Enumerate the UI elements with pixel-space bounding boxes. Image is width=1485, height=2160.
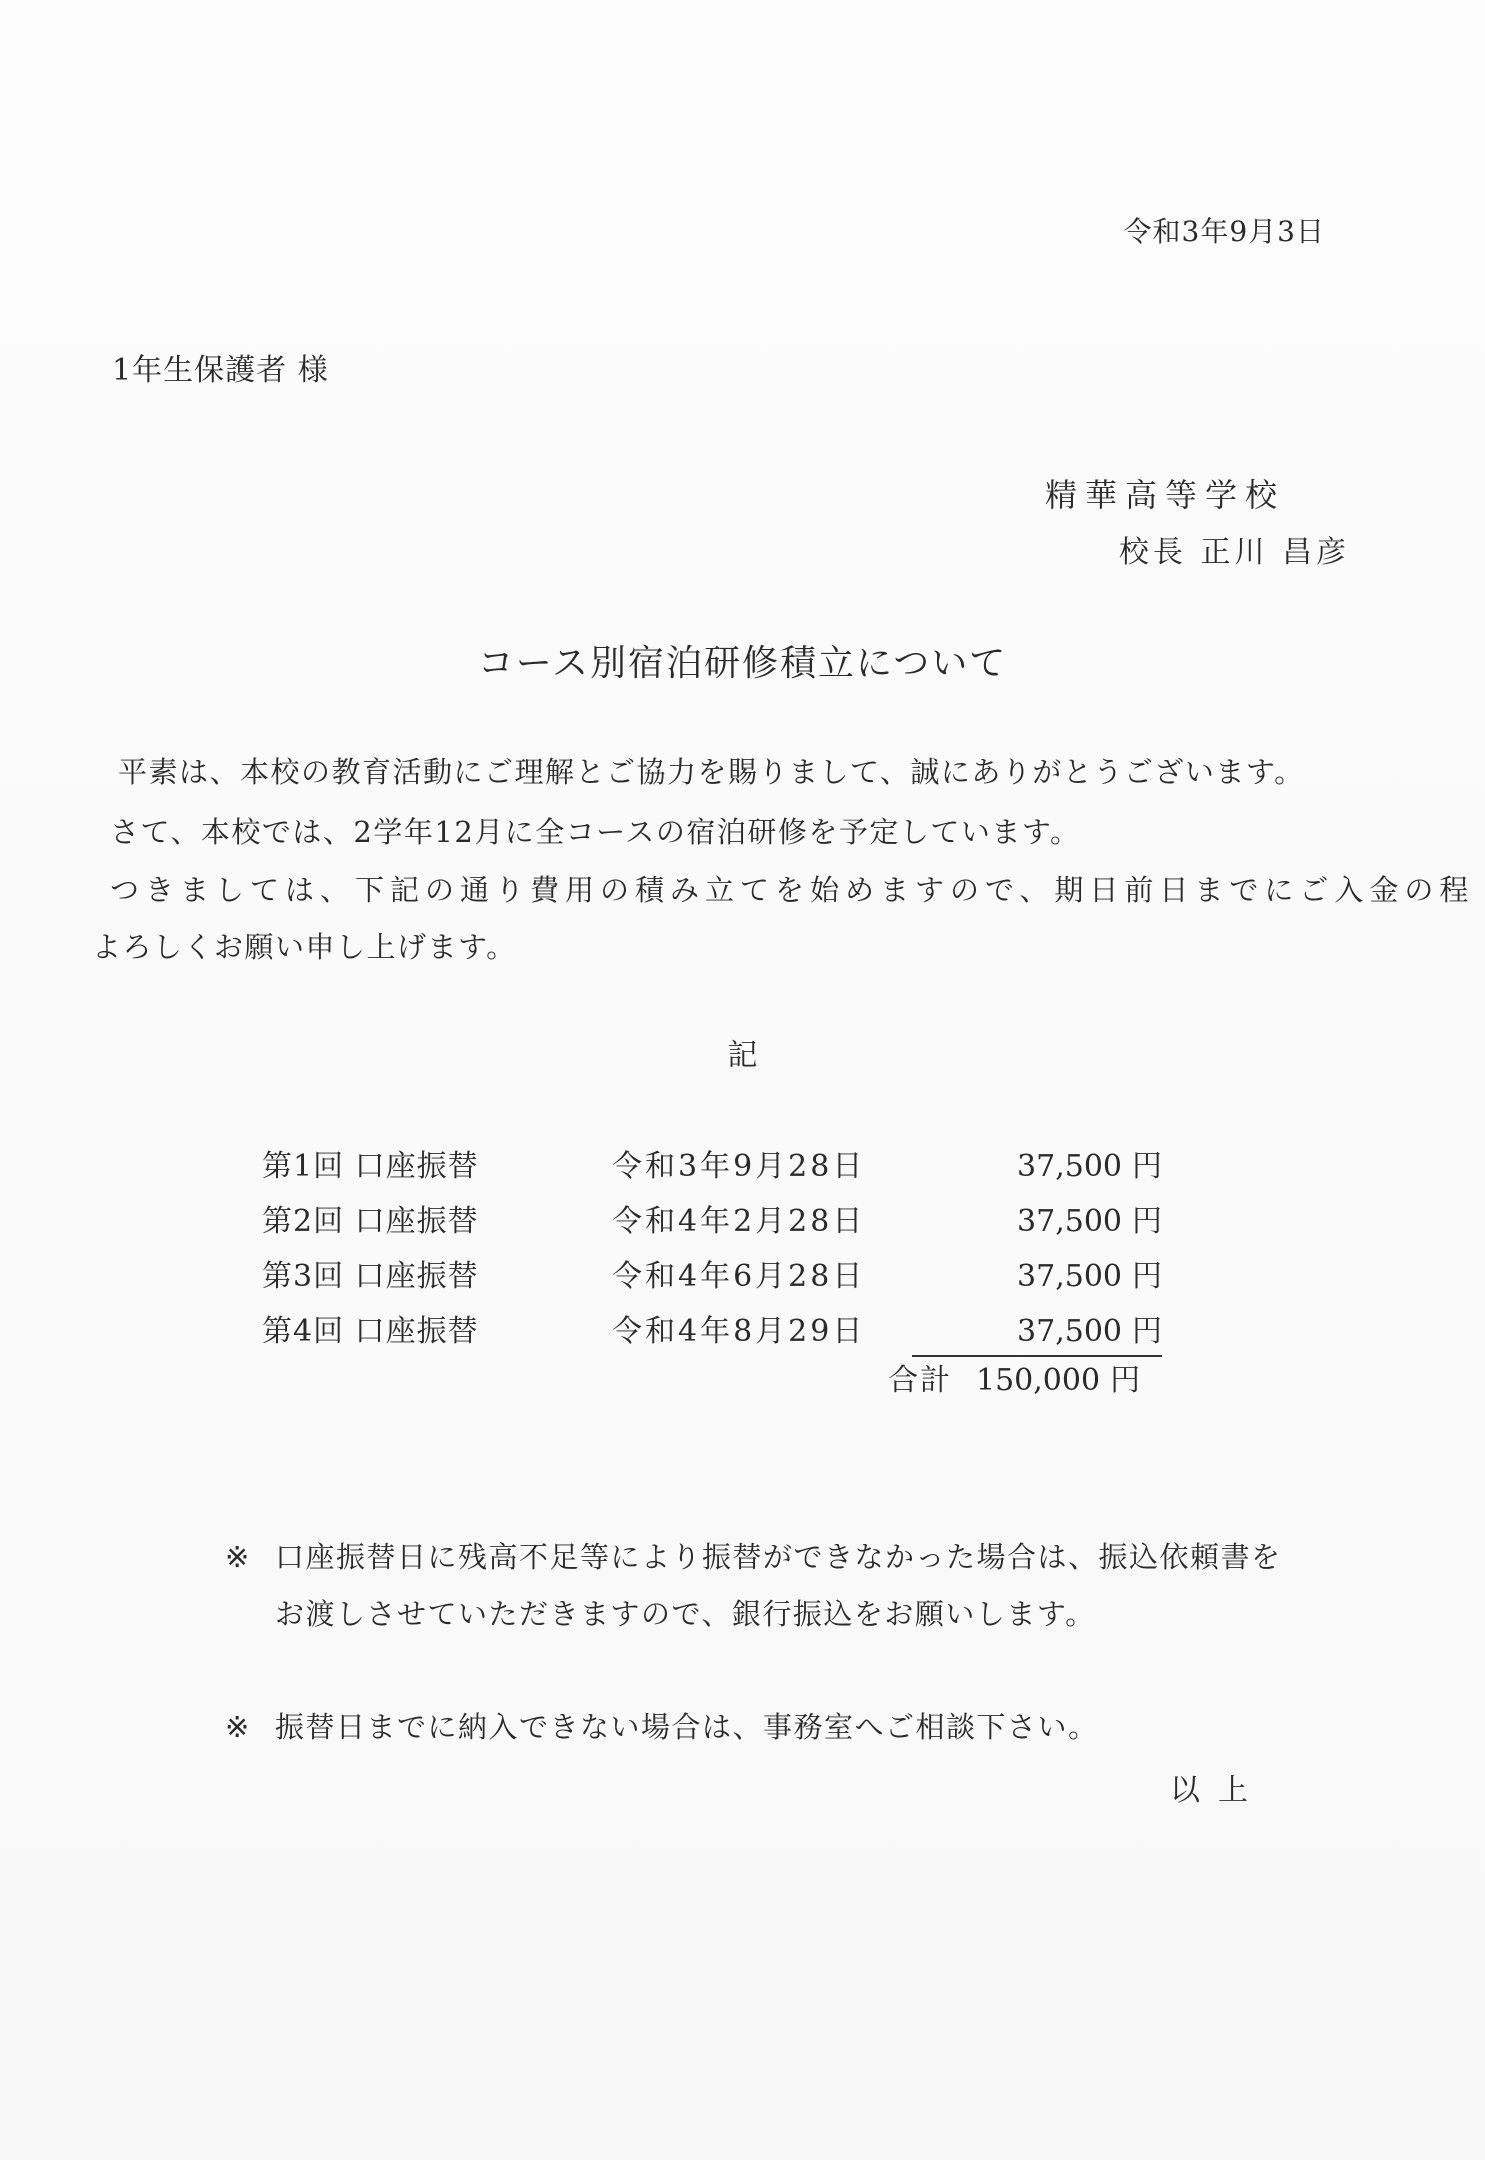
payment-label: 第3回 口座振替 [262, 1258, 479, 1294]
payment-amount-cell [912, 1300, 1162, 1356]
table-row [262, 1245, 1162, 1300]
payment-amount: 37,500 [1017, 1258, 1122, 1294]
closing-remark: 以上 [1170, 1773, 1266, 1808]
note-1-text: 口座振替日に残高不足等により振替ができなかった場合は、振込依頼書を [275, 1540, 1282, 1574]
payment-label: 第1回 口座振替 [262, 1148, 479, 1184]
body-paragraph-1: 平素は、本校の教育活動にご理解とご協力を賜りまして、誠にありがとうございます。 [118, 755, 1305, 789]
school-name: 精華高等学校 [1044, 476, 1285, 514]
note-1-line-2: お渡しさせていただきますので、銀行振込をお願いします。 [275, 1597, 1096, 1631]
payment-schedule-table [262, 1135, 1162, 1357]
table-row [262, 1190, 1162, 1245]
payment-label: 第2回 口座振替 [262, 1203, 479, 1239]
total-line [888, 1355, 1140, 1399]
ki-heading: 記 [727, 1038, 758, 1073]
payment-amount: 37,500 [1017, 1148, 1122, 1184]
document-date: 令和3年9月3日 [1123, 215, 1325, 248]
payment-amount: 37,500 [1017, 1203, 1122, 1239]
payment-date: 令和3年9月28日 [612, 1148, 866, 1184]
reference-mark: ※ [225, 1710, 251, 1744]
body-paragraph-3: つきましては、下記の通り費用の積み立てを始めますので、期日前日までにご入金の程 [110, 873, 1475, 907]
payment-date: 令和4年2月28日 [612, 1203, 866, 1239]
total-amount: 150,000 [976, 1363, 1101, 1398]
payment-label: 第4回 口座振替 [262, 1314, 479, 1349]
yen-unit: 円 [1132, 1313, 1162, 1349]
table-row [262, 1300, 1162, 1356]
yen-unit: 円 [1132, 1148, 1162, 1184]
yen-unit: 円 [1132, 1258, 1162, 1294]
note-2 [225, 1705, 1099, 1746]
payment-amount-cell [912, 1135, 1162, 1190]
document-title: コース別宿泊研修積立について [477, 643, 1008, 684]
table-row [262, 1135, 1162, 1190]
payment-date: 令和4年8月29日 [612, 1314, 866, 1349]
yen-unit: 円 [1132, 1203, 1162, 1239]
payment-date: 令和4年6月28日 [612, 1258, 866, 1294]
payment-amount-cell [912, 1190, 1162, 1245]
yen-unit: 円 [1110, 1363, 1141, 1398]
note-2-text: 振替日までに納入できない場合は、事務室へご相談下さい。 [275, 1710, 1099, 1744]
body-paragraph-2: さて、本校では、2学年12月に全コースの宿泊研修を予定しています。 [110, 815, 1081, 849]
body-paragraph-4: よろしくお願い申し上げます。 [92, 930, 517, 964]
payment-amount-cell [912, 1245, 1162, 1300]
note-1-line-1 [225, 1535, 1282, 1576]
principal-name: 校長 正川 昌彦 [1118, 535, 1350, 570]
payment-amount: 37,500 [1017, 1313, 1122, 1349]
recipient: 1年生保護者 様 [112, 353, 329, 388]
total-label: 合計 [888, 1363, 952, 1398]
reference-mark: ※ [225, 1540, 251, 1574]
